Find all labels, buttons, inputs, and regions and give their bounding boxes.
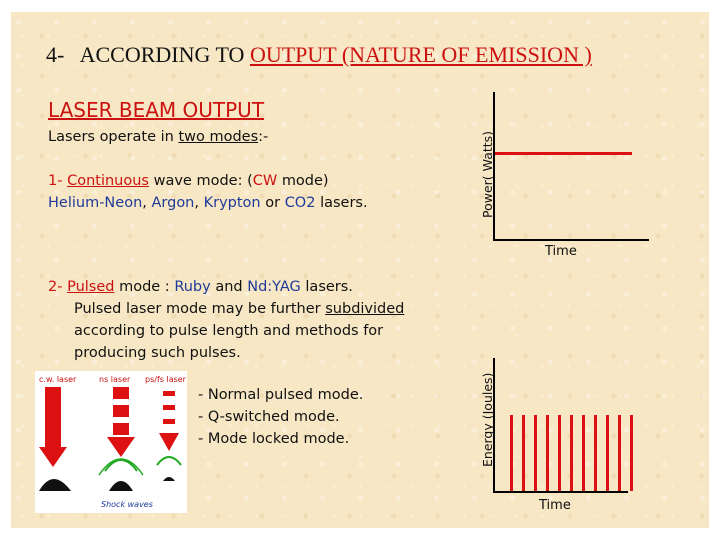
ns-pulse-2 bbox=[113, 405, 129, 417]
submode-qswitched: - Q-switched mode. bbox=[198, 409, 340, 425]
cw-mid: wave mode: ( bbox=[153, 173, 253, 189]
cw-suffix: lasers. bbox=[320, 195, 368, 211]
slide-title bbox=[46, 42, 592, 68]
pulse-bar bbox=[522, 415, 525, 491]
pulse-bar bbox=[582, 415, 585, 491]
chart1-output-line bbox=[495, 152, 632, 155]
figure-label-cw: c.w. laser bbox=[39, 375, 77, 384]
cw-end: mode) bbox=[281, 173, 329, 189]
title-prefix: ACCORDING TO bbox=[79, 42, 245, 67]
pulsed-line2-before: Pulsed laser mode may be further bbox=[74, 301, 321, 317]
ns-pulse-1 bbox=[113, 387, 129, 399]
pulsed-line2-underlined: subdivided bbox=[325, 301, 405, 317]
pulse-bar bbox=[606, 415, 609, 491]
laser-krypton: Krypton bbox=[203, 195, 261, 211]
laser-co2: CO2 bbox=[284, 195, 316, 211]
submode-modelocked: - Mode locked mode. bbox=[198, 431, 350, 447]
pulsed-term: Pulsed bbox=[67, 279, 115, 295]
submode-normal: - Normal pulsed mode. bbox=[198, 387, 364, 403]
ps-pulse-1 bbox=[163, 391, 175, 396]
laser-helium-neon: Helium-Neon bbox=[48, 195, 143, 211]
cw-beam bbox=[45, 387, 61, 447]
cw-line2: Helium-Neon, Argon, Krypton or CO2 lasers. bbox=[48, 195, 368, 211]
figure-label-psfs: ps/fs laser bbox=[145, 375, 186, 384]
chart1-ylabel: Power( Watts) bbox=[480, 130, 495, 218]
cw-abbr: CW bbox=[252, 173, 278, 189]
pulsed-suffix: lasers. bbox=[305, 279, 353, 295]
intro-text bbox=[48, 126, 268, 148]
chart2-ylabel: Energy (Joules) bbox=[480, 372, 495, 467]
pulsed-and: and bbox=[215, 279, 243, 295]
title-number: 4- bbox=[46, 42, 65, 67]
pulsed-line3: according to pulse length and methods for bbox=[74, 323, 384, 339]
cw-term: Continuous bbox=[67, 173, 149, 189]
cw-or: or bbox=[265, 195, 281, 211]
chart1-x-axis bbox=[493, 239, 649, 241]
pulse-bar bbox=[510, 415, 513, 491]
title-underlined: OUTPUT (NATURE OF EMISSION ) bbox=[249, 42, 592, 67]
pulse-bar bbox=[558, 415, 561, 491]
cw-line1 bbox=[48, 170, 329, 192]
laser-ruby: Ruby bbox=[174, 279, 211, 295]
cw-num: 1- bbox=[48, 173, 63, 189]
laser-ndyag: Nd:YAG bbox=[247, 279, 301, 295]
pulse-bar bbox=[618, 415, 621, 491]
intro-after: :- bbox=[258, 129, 269, 145]
chart1-xlabel: Time bbox=[545, 244, 577, 259]
ps-pulse-2 bbox=[163, 405, 175, 410]
pulsed-line1 bbox=[48, 276, 353, 298]
pulse-bar bbox=[534, 415, 537, 491]
ps-pulse-3 bbox=[163, 419, 175, 424]
laser-modes-figure bbox=[35, 371, 187, 513]
laser-argon: Argon bbox=[151, 195, 195, 211]
intro-underlined: two modes bbox=[178, 129, 259, 145]
pulse-bar bbox=[570, 415, 573, 491]
intro-before: Lasers operate in bbox=[48, 129, 174, 145]
pulsed-num: 2- bbox=[48, 279, 63, 295]
slide bbox=[11, 12, 709, 528]
ns-pulse-3 bbox=[113, 423, 129, 435]
chart2-x-axis bbox=[493, 491, 628, 493]
pulse-bar bbox=[546, 415, 549, 491]
figure-label-ns: ns laser bbox=[99, 375, 131, 384]
pulse-bar bbox=[630, 415, 633, 491]
pulsed-mid: mode : bbox=[119, 279, 170, 295]
pulse-bar bbox=[594, 415, 597, 491]
figure-caption: Shock waves bbox=[101, 500, 153, 509]
section-heading: LASER BEAM OUTPUT bbox=[48, 98, 265, 122]
pulsed-line4: producing such pulses. bbox=[74, 345, 241, 361]
pulsed-line2 bbox=[74, 298, 404, 320]
chart2-xlabel: Time bbox=[539, 498, 571, 513]
